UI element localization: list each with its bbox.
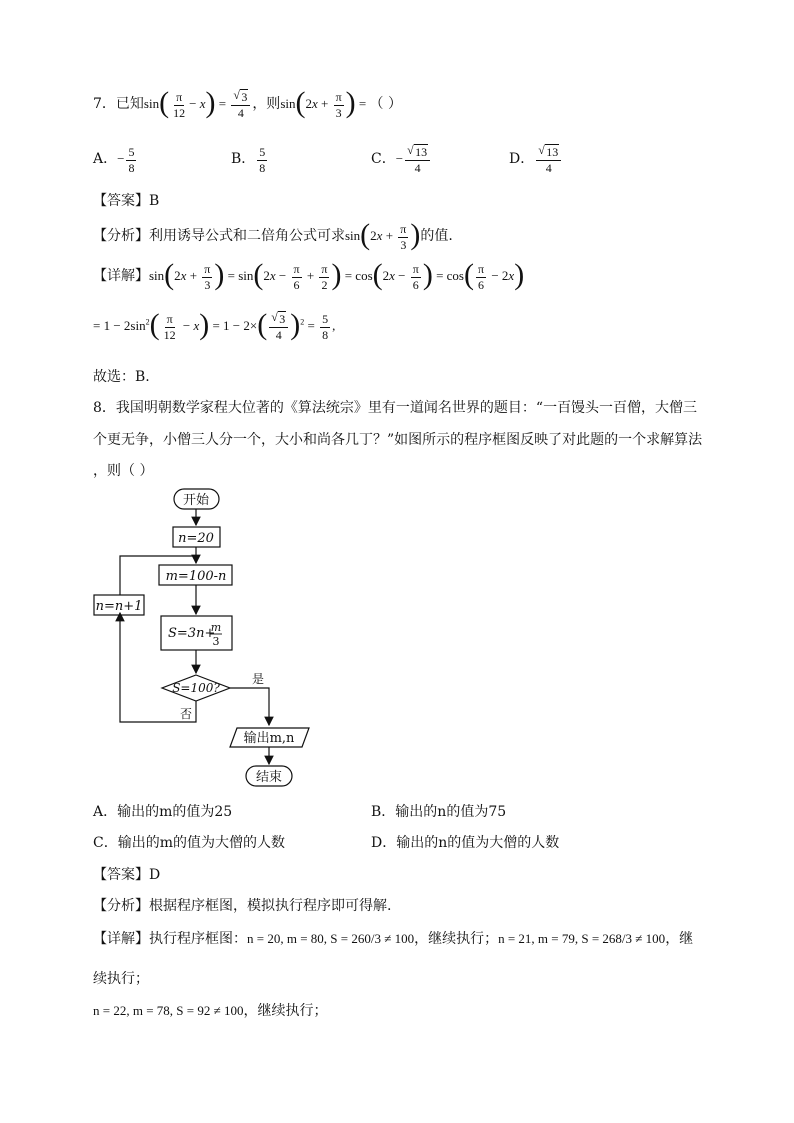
q8-option-d: D．输出的n的值为大僧的人数 <box>371 835 560 851</box>
q8-detail-line3: n = 22, m = 78, S = 92 ≠ 100，继续执行； <box>93 1003 328 1019</box>
q7-conclusion: 故选：B. <box>93 369 150 385</box>
q7-option-c: C．− √ 13 4 <box>371 146 432 174</box>
q8-step1: n = 20, m = 80, S = 260/3 ≠ 100 <box>247 931 415 946</box>
flow-no-label: 否 <box>180 707 193 721</box>
answer-tag: 【答案】 <box>93 867 149 883</box>
answer-tag: 【答案】 <box>93 193 149 209</box>
detail-tag: 【详解】 <box>93 267 149 284</box>
q7-given-expression: sin( $\frac{\pi}{12}$ − x) = √ 3 4 <box>144 96 252 111</box>
q7-detail-line2: = $1 - 2\sin^2$( $\frac{\pi}{12}$ − x) = 1 − 2×( √ 3 4 )$^2$ = $\frac{5}{8}$ , <box>93 308 336 342</box>
q8-answer <box>93 864 160 884</box>
q8-stem-line1: 8．我国明朝数学家程大位著的《算法统宗》里有一道闻名世界的题目：“一百馒头一百僧，大僧三 <box>93 400 698 416</box>
flow-assign-s-den: 3 <box>212 635 220 648</box>
q8-option-c: C．输出的m的值为大僧的人数 <box>93 835 285 851</box>
answer-value: B <box>149 193 160 209</box>
q7-option-b: B． $\frac{5}{8}$ <box>231 145 266 175</box>
q8-detail-line2: 续执行； <box>93 971 149 987</box>
flow-end-label: 结束 <box>255 770 283 785</box>
q8-analysis: 【分析】根据程序框图，模拟执行程序即可得解. <box>93 898 392 914</box>
flow-assign-s-label: S=3n+ <box>168 626 216 641</box>
detail-tag: 【详解】 <box>93 931 149 947</box>
flow-assign-m-label: m=100-n <box>165 569 227 584</box>
flow-init-label: n=20 <box>178 531 214 546</box>
q8-option-a: A．输出的m的值为25 <box>93 804 233 820</box>
q8-step3: n = 22, m = 78, S = 92 ≠ 100 <box>93 1003 244 1018</box>
flow-yes-label: 是 <box>252 672 265 686</box>
analysis-tag: 【分析】 <box>93 898 149 914</box>
q8-detail-line1: 【详解】执行程序框图：n = 20, m = 80, S = 260/3 ≠ 100，继续执行；n = 21, m = 79, S = 268/3 ≠ 100，继 <box>93 931 694 947</box>
q7-stem-suffix: （ ） <box>369 95 402 112</box>
flow-assign-s-num: m <box>210 621 222 634</box>
flow-update-n-label: n=n+1 <box>95 599 143 614</box>
q8-stem-line2: 个更无争，小僧三人分一个，大小和尚各几丁？”如图所示的程序框图反映了对此题的一个求解算法 <box>93 432 703 448</box>
flow-decision-label: S=100? <box>172 681 220 695</box>
flow-start-label: 开始 <box>182 493 210 508</box>
answer-value: D <box>149 867 161 883</box>
q8-step2: n = 21, m = 79, S = 268/3 ≠ 100 <box>498 931 666 946</box>
q7-stem-mid: ，则 <box>252 95 281 112</box>
q7-option-a: A．− $\frac{5}{8}$ <box>93 145 135 175</box>
q7-target-expression: sin(2x + $\frac{\pi}{3}$ ) = <box>280 86 370 120</box>
q7-detail-line1: 【详解】sin(2x + $\frac{\pi}{3}$ ) = sin(2x − $\frac{\pi}{6}$ + $\frac{\pi}{2}$ ) = cos(2x − $\frac{\pi}{6}$ ) = cos( $\frac{\pi}{6}$ − 2x) <box>93 258 525 292</box>
q8-option-b: B．输出的n的值为75 <box>371 804 507 820</box>
flow-output-label: 输出m,n <box>243 731 295 746</box>
q7-option-d: D． √ 13 4 <box>509 146 563 174</box>
analysis-tag: 【分析】 <box>93 227 149 244</box>
q7-number: 7． <box>93 95 116 112</box>
q8-stem-line3: ，则（ ） <box>93 463 154 479</box>
q7-stem-prefix: 已知 <box>115 95 144 112</box>
q7-analysis: 【分析】利用诱导公式和二倍角公式可求sin(2x + $\frac{\pi}{3}$ )的值. <box>93 218 453 252</box>
